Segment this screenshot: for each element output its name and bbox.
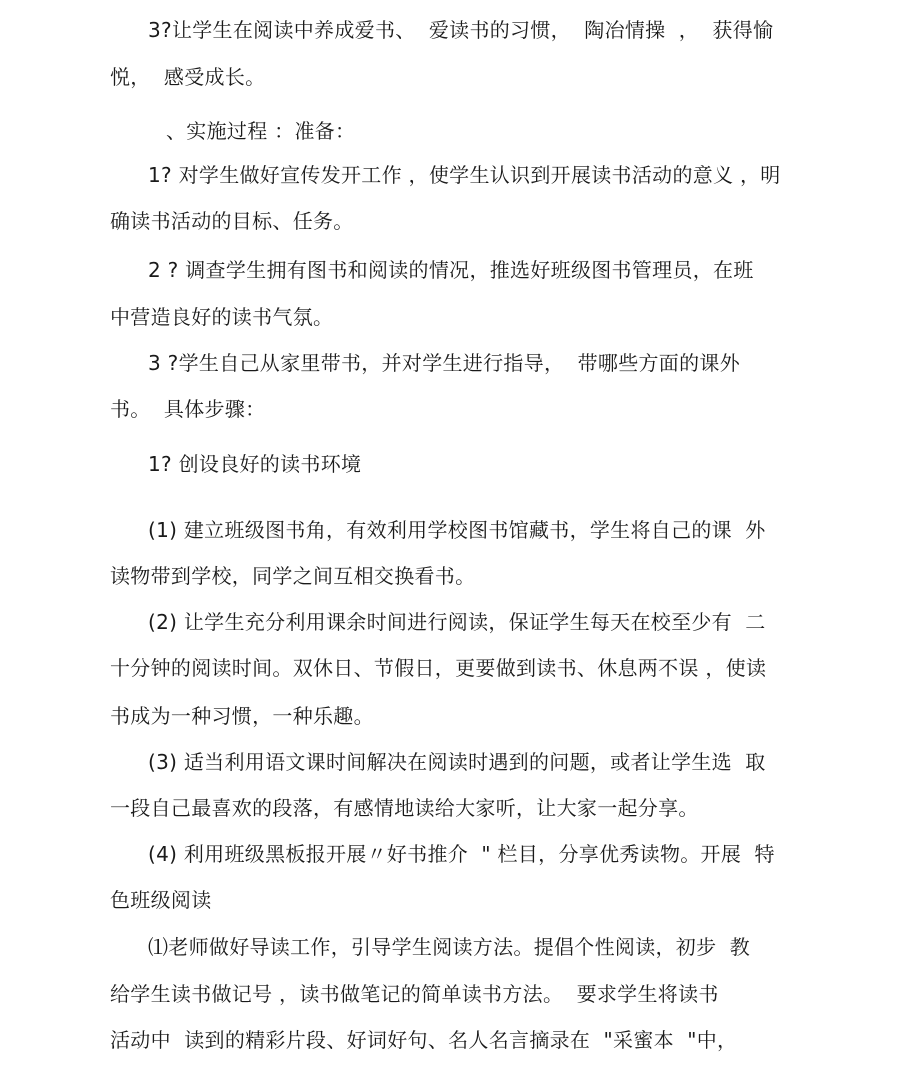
text-line: 悦， 感受成长。 [110, 65, 266, 89]
text-line: 确读书活动的目标、任务。 [110, 209, 354, 233]
text-line: 十分钟的阅读时间。双休日、节假日，更要做到读书、休息两不误 ，使读 [110, 656, 767, 680]
text-line: 1? 对学生做好宣传发开工作 ，使学生认识到开展读书活动的意义 ，明 [148, 163, 781, 187]
subsection-heading: 1? 创设良好的读书环境 [148, 452, 362, 476]
text-line: ⑴老师做好导读工作，引导学生阅读方法。提倡个性阅读，初步 教 [148, 935, 751, 959]
text-line: 中营造良好的读书气氛。 [110, 305, 334, 329]
text-line: (4) 利用班级黑板报开展〃好书推介 " 栏目，分享优秀读物。开展 特 [148, 842, 775, 866]
text-line: 活动中 读到的精彩片段、好词好句、名人名言摘录在 "采蜜本 "中， [110, 1028, 738, 1052]
text-line: 读物带到学校，同学之间互相交换看书。 [110, 564, 476, 588]
text-line: 书。 具体步骤： [110, 397, 266, 421]
text-line: 一段自己最喜欢的段落，有感情地读给大家听，让大家一起分享。 [110, 796, 699, 820]
text-line: (3) 适当利用语文课时间解决在阅读时遇到的问题，或者让学生选 取 [148, 750, 766, 774]
text-line: (1) 建立班级图书角，有效利用学校图书馆藏书，学生将自己的课 外 [148, 518, 766, 542]
text-line: 3?让学生在阅读中养成爱书、 爱读书的习惯， 陶冶情操 ， 获得愉 [148, 18, 774, 42]
text-line: (2) 让学生充分利用课余时间进行阅读，保证学生每天在校至少有 二 [148, 610, 766, 634]
text-line: 给学生读书做记号 ，读书做笔记的简单读书方法。 要求学生将读书 [110, 982, 719, 1006]
section-heading: 、实施过程 ：准备： [166, 119, 356, 143]
text-line: 色班级阅读 [110, 888, 212, 912]
text-line: 书成为一种习惯，一种乐趣。 [110, 704, 374, 728]
text-line: 2 ? 调查学生拥有图书和阅读的情况，推选好班级图书管理员，在班 [148, 258, 754, 282]
text-line: 3 ?学生自己从家里带书，并对学生进行指导， 带哪些方面的课外 [148, 351, 741, 375]
